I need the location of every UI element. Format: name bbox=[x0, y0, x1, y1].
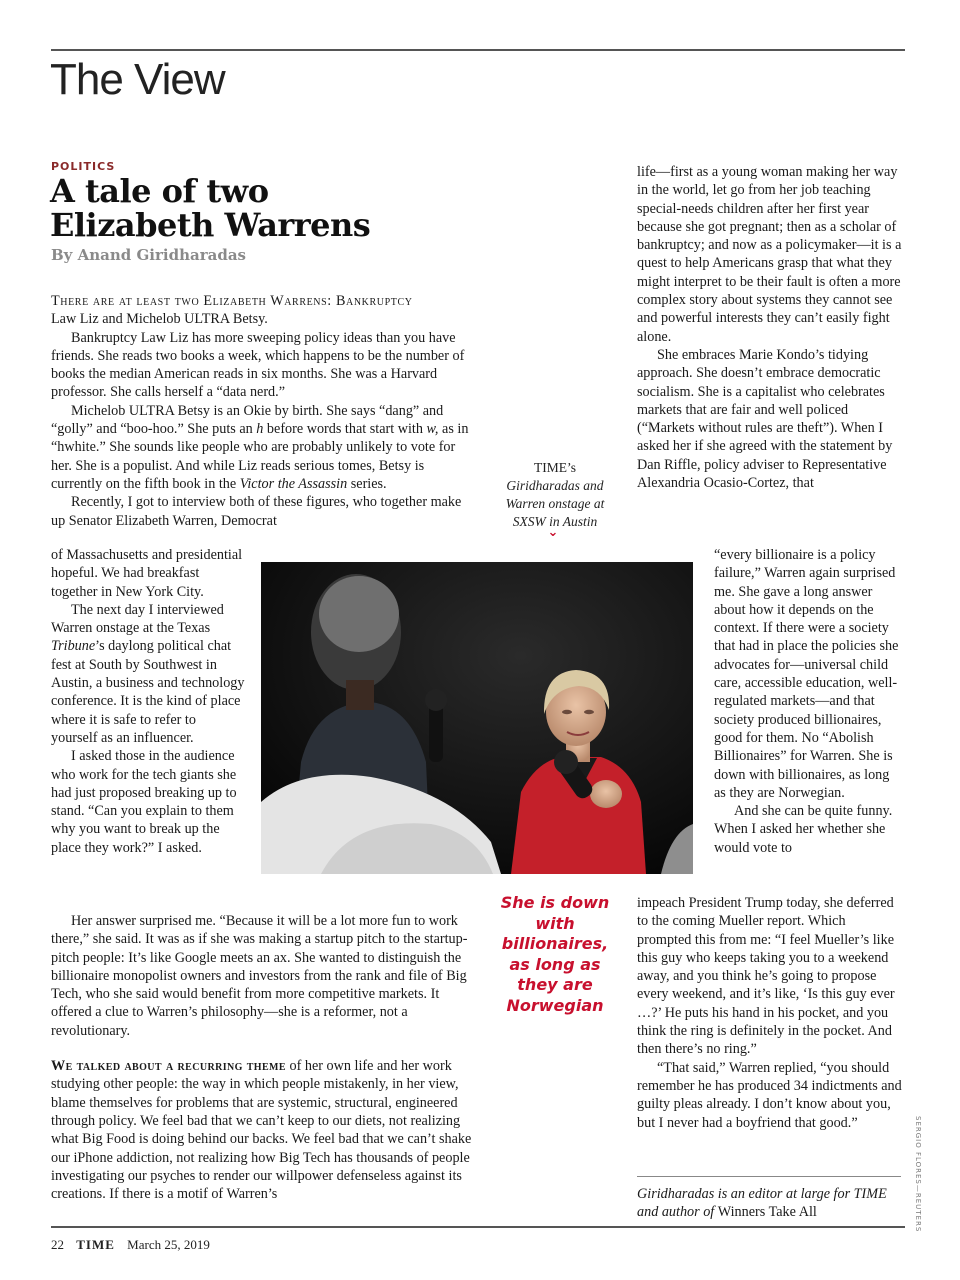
lead-paragraph bbox=[51, 292, 475, 329]
lead-caps: There are at least two Elizabeth Warrens: Bankruptcy bbox=[51, 293, 413, 309]
byline: By Anand Giridharadas bbox=[51, 246, 246, 264]
paragraph: We talked about a recurring theme of her own life and her work studying other people: the way in which people mistakenly, in her view, blame themselves for problems that are systemic, structural, engineered through policy. We feel bad that we can’t keep to our diets, not realizing what Big Food is doing behind our backs. We feel bad that we can’t shake our iPhone addiction, not realizing how Big Tech has thousands of people investigating our psyches to render our willpower defenseless against its creations. If there is a motif of Warren’s bbox=[51, 1058, 472, 1203]
bio-divider bbox=[637, 1176, 901, 1177]
magazine-name: TIME bbox=[76, 1237, 115, 1252]
paragraph: And she can be quite funny. When I asked her whether she would vote to bbox=[714, 803, 893, 856]
paragraph: The next day I interviewed Warren onstage at the Texas Tribune’s daylong political chat fest at South by Southwest in Austin, a business and technology conference. It is the kind of place where it is safe to refer to yourself as an influencer. bbox=[51, 601, 245, 746]
page-number: 22 bbox=[51, 1237, 64, 1252]
col2-narrow-text bbox=[714, 546, 904, 857]
paragraph: Her answer surprised me. “Because it will be a lot more fun to work there,” she said. It was as if she was making a startup pitch to the startup-pitch people: It’s like Google meets an ax. She wanted to distinguish the billionaire monopolist owners and investors from the rank and file of Big Tech, who she said would benefit from more competitive markets. It offered a clue to Warren’s philosophy—she is a reformer, not a revolutionary. bbox=[51, 913, 468, 1039]
paragraph: impeach President Trump today, she deferred to the coming Mueller report. Which prompted this from me: “I feel Mueller’s like this guy who keeps taking you to a weekend away, and you think he’s going to propose every weekend, and it’s like, ‘Is this guy ever …?’ He puts his hand in his pocket, and you think the ring is definitely in the pocket. And then there’s no ring.” bbox=[637, 895, 895, 1058]
author-bio: Giridharadas is an editor at large for TIME and author of Winners Take All bbox=[637, 1186, 887, 1221]
bottom-rule bbox=[51, 1226, 905, 1228]
folio bbox=[51, 1237, 219, 1253]
paragraph: Michelob ULTRA Betsy is an Okie by birth. She says “dang” and “golly” and “boo-hoo.” She puts an h before words that start with w, as in “hwhite.” She sounds like people who are probably unlikely to vote for her. She is a populist. And while Liz reads serious tomes, Betsy is currently on the fifth book in the Victor the Assassin series. bbox=[51, 402, 469, 492]
chevron-down-icon: ⌄ bbox=[547, 525, 559, 540]
paragraph: life—first as a young woman making her way in the world, let go from her job teaching special-needs children after her first year because she got pregnant; then as a scholar of bankruptcy; and now as a policymaker—it is a quest to help Americans grasp that what they might interpret to be their fault is often a more complex story about systems they cannot see and powerful interests they can’t easily fight alone. bbox=[637, 164, 902, 345]
lead-rest: Law Liz and Michelob ULTRA Betsy. bbox=[51, 311, 268, 328]
col1-narrow-text bbox=[51, 546, 245, 857]
article-photo bbox=[261, 562, 693, 874]
paragraph: Bankruptcy Law Liz has more sweeping policy ideas than you have friends. She reads two books a week, which happens to be the number of books the median American reads in six months. She was a Harvard professor. She calls herself a “data nerd.” bbox=[51, 329, 465, 401]
pull-quote: She is down with billionaires, as long as they are Norwegian bbox=[500, 893, 610, 1015]
paragraph: Recently, I got to interview both of these figures, who together make up Senator Elizabeth Warren, Democrat bbox=[51, 494, 462, 529]
col2-top-text bbox=[637, 163, 903, 492]
headline-line-1: A tale of two bbox=[50, 172, 269, 210]
headline bbox=[50, 174, 370, 242]
top-rule bbox=[51, 49, 905, 51]
headline-line-2: Elizabeth Warrens bbox=[50, 206, 371, 244]
photo-caption: TIME’s Giridharadas and Warren onstage at SXSW in Austin bbox=[505, 460, 605, 529]
section-lead-caps: We talked about a recurring theme bbox=[51, 1058, 286, 1075]
photo-credit: SERGIO FLORES—REUTERS bbox=[914, 1116, 922, 1233]
col1-top-text bbox=[51, 292, 475, 530]
paragraph: She embraces Marie Kondo’s tidying approach. She doesn’t embrace democratic socialism. She is a capitalist who celebrates markets that are fair and well policed (“Markets without rules are theft”). When I asked her if she agreed with the statement by Dan Riffle, policy adviser to Representative Alexandria Ocasio-Cortez, that bbox=[637, 346, 893, 492]
section-title: The View bbox=[50, 55, 225, 104]
photo-illustration bbox=[261, 562, 693, 874]
col1-bottom-text bbox=[51, 912, 475, 1203]
paragraph: of Massachusetts and presidential hopeful. We had breakfast together in New York City. bbox=[51, 547, 243, 600]
paragraph: I asked those in the audience who work for the tech giants she had just proposed breaking up to stand. “Can you explain to them why you want to break up the place they work?” I asked. bbox=[51, 748, 237, 856]
issue-date: March 25, 2019 bbox=[127, 1237, 210, 1252]
kicker: POLITICS bbox=[51, 160, 116, 173]
paragraph: “That said,” Warren replied, “you should remember he has produced 34 indictments and guilty pleas already. I don’t know about you, but I never had a boyfriend that good.” bbox=[637, 1059, 902, 1131]
paragraph: “every billionaire is a policy failure,” Warren again surprised me. She gave a long answer about how it depends on the context. If there were a society that had in place the policies she advocates for—universal child care, accessible education, well-regulated markets—and that society produced billionaires, good for them. No “Abolish Billionaires” for Warren. She is down with billionaires, as long as they are Norwegian. bbox=[714, 547, 899, 801]
col2-bottom-text bbox=[637, 894, 903, 1132]
